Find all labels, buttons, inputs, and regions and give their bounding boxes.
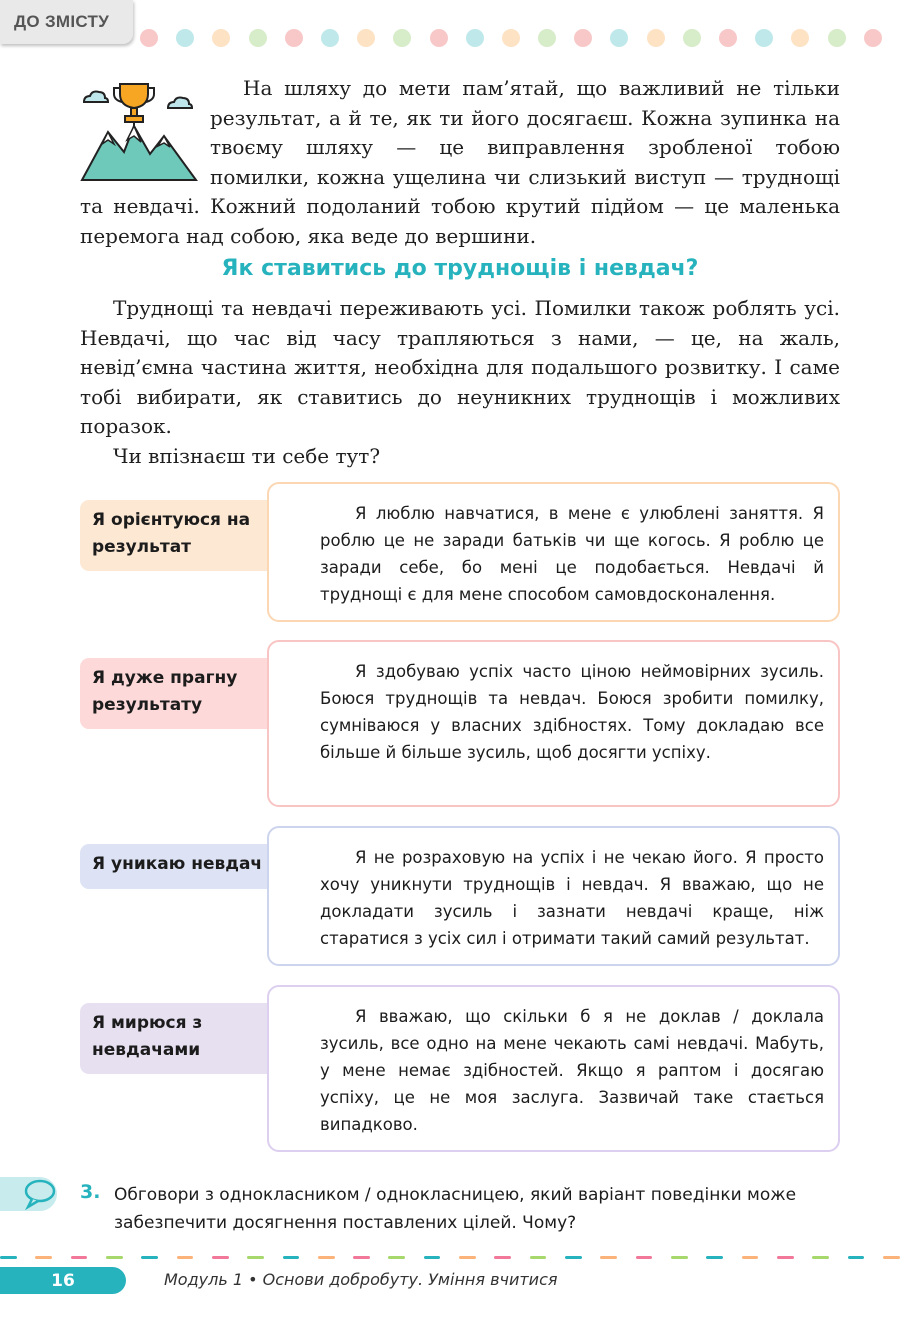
decorative-dot	[357, 29, 375, 47]
decorative-dot	[321, 29, 339, 47]
decorative-dot	[466, 29, 484, 47]
decorative-dash	[706, 1256, 723, 1259]
decorative-dash	[71, 1256, 88, 1259]
option-text: Я вважаю, що скільки б я не доклав / доклала зусиль, все одно на мене чекають самі невдачі. Мабуть, у мене немає здібностей. Якщо я раптом і досягаю успіху, це не моя заслуга. Зазвичай таке стається випадково.	[320, 1007, 824, 1134]
decorative-dash	[742, 1256, 759, 1259]
decorative-dash	[636, 1256, 653, 1259]
decorative-dot	[647, 29, 665, 47]
decorative-dot	[393, 29, 411, 47]
decorative-dash	[141, 1256, 158, 1259]
decorative-dot	[574, 29, 592, 47]
speech-bubbles-icon-bg	[0, 1177, 57, 1211]
decorative-dash	[388, 1256, 405, 1259]
decorative-dash	[106, 1256, 123, 1259]
speech-bubbles-icon	[18, 1178, 58, 1210]
task-text: Обговори з однокласником / однокласницею, який варіант поведінки може забезпечити досягнення поставлених цілей. Чому?	[114, 1185, 797, 1233]
option-card	[267, 482, 840, 622]
body-paragraph: Труднощі та невдачі переживають усі. Помилки також роблять усі. Невдачі, що час від часу трапляються з нами, — це, на жаль, невід’ємна частина життя, необхідна для подальшого розвитку. І саме тобі вибирати, як ставитись до неуникних труднощів і можливих поразок.	[80, 296, 840, 438]
decorative-dash	[35, 1256, 52, 1259]
question-text: Чи впізнаєш ти себе тут?	[113, 443, 381, 468]
footer-dash-line	[0, 1256, 918, 1259]
decorative-dash	[530, 1256, 547, 1259]
toc-label: ДО ЗМІСТУ	[14, 12, 110, 31]
option-label: Я орієнтуюся на результат	[80, 500, 292, 571]
decorative-dash	[494, 1256, 511, 1259]
toc-link[interactable]	[0, 0, 133, 44]
decorative-dot	[249, 29, 267, 47]
option-text: Я здобуваю успіх часто ціною неймовірних зусиль. Боюся труднощів та невдач. Боюся зробити помилку, сумніваюся у власних здібностях. Тому докладаю все більше й більше зусиль, щоб досягти успіху.	[320, 662, 824, 762]
intro-block	[80, 74, 840, 251]
decorative-dot	[610, 29, 628, 47]
decorative-dash	[671, 1256, 688, 1259]
option-card	[267, 826, 840, 966]
decorative-dot	[140, 29, 158, 47]
decorative-dash	[212, 1256, 229, 1259]
decorative-dot	[791, 29, 809, 47]
option-text: Я люблю навчатися, в мене є улюблені заняття. Я роблю це не заради батьків чи ще когось. Я роблю це заради себе, бо мені це подобається. Невдачі й труднощі є для мене способом самовдосконалення.	[320, 504, 824, 604]
page-number: 16	[0, 1267, 126, 1294]
option-card	[267, 640, 840, 807]
decorative-dash	[848, 1256, 865, 1259]
decorative-dot	[864, 29, 882, 47]
decorative-dot	[502, 29, 520, 47]
decorative-dash	[777, 1256, 794, 1259]
option-label: Я уникаю невдач	[80, 844, 292, 889]
decorative-dot	[285, 29, 303, 47]
decorative-dash	[0, 1256, 17, 1259]
trophy-mountain-icon	[80, 74, 198, 186]
body-text	[80, 294, 840, 471]
decorative-dots	[140, 29, 900, 47]
option-text: Я не розраховую на успіх і не чекаю його. Я просто хочу уникнути труднощів і невдач. Я вважаю, що не докладати зусиль і зазнати невдачі краще, ніж старатися з усіх сил і отримати такий самий результат.	[320, 848, 824, 948]
option-label: Я дуже прагну результату	[80, 658, 292, 729]
decorative-dash	[600, 1256, 617, 1259]
decorative-dot	[176, 29, 194, 47]
decorative-dot	[719, 29, 737, 47]
decorative-dash	[565, 1256, 582, 1259]
decorative-dot	[538, 29, 556, 47]
decorative-dash	[318, 1256, 335, 1259]
decorative-dash	[283, 1256, 300, 1259]
decorative-dash	[353, 1256, 370, 1259]
decorative-dot	[828, 29, 846, 47]
decorative-dot	[683, 29, 701, 47]
decorative-dot	[430, 29, 448, 47]
decorative-dot	[212, 29, 230, 47]
task-number: 3.	[80, 1181, 101, 1203]
decorative-dot	[755, 29, 773, 47]
decorative-dash	[459, 1256, 476, 1259]
intro-paragraph: На шляху до мети пам’ятай, що важливий не тільки результат, а й те, як ти його досягаєш. Кожна зупинка на твоєму шляху — це виправлення зробленої тобою помилки, кожна ущелина чи слизький виступ — труднощі та невдачі. Кожний подоланий тобою крутий підйом — це маленька перемога над собою, яка веде до вершини.	[80, 76, 840, 248]
decorative-dash	[247, 1256, 264, 1259]
option-label: Я мирюся з невдачами	[80, 1003, 292, 1074]
decorative-dash	[177, 1256, 194, 1259]
option-card	[267, 985, 840, 1152]
section-heading: Як ставитись до труднощів і невдач?	[221, 256, 699, 281]
footer-text: Модуль 1 • Основи добробуту. Уміння вчитися	[164, 1270, 558, 1289]
decorative-dash	[883, 1256, 900, 1259]
decorative-dash	[424, 1256, 441, 1259]
decorative-dash	[812, 1256, 829, 1259]
